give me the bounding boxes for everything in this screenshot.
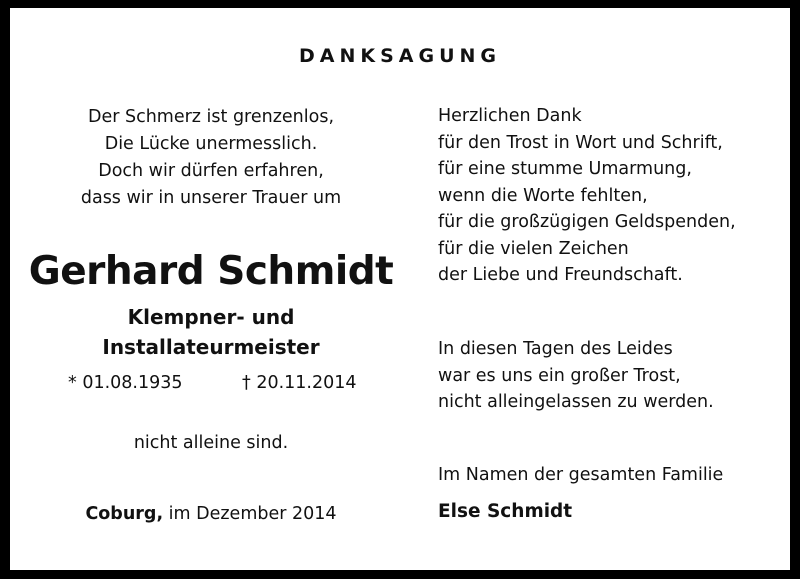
profession-line: Installateurmeister [102,335,320,359]
profession [10,302,412,362]
thanks-line: für die großzügigen Geldspenden, [438,212,736,232]
thanks-line: für den Trost in Wort und Schrift, [438,132,723,153]
thanks-block [438,103,783,289]
poem-line: Die Lücke unermesslich. [104,134,318,154]
thanks-line: wenn die Worte fehlten, [438,185,648,206]
comfort-line: war es uns ein großer Trost, [438,365,681,386]
signer-name: Else Schmidt [438,501,573,522]
place-date [10,501,412,527]
poem-line: dass wir in unserer Trauer um [80,188,342,208]
closing-line: nicht alleine sind. [133,433,289,453]
poem-line: Doch wir dürfen erfahren, [98,161,324,181]
death-date: † 20.11.2014 [242,373,357,393]
thanks-line: für eine stumme Umarmung, [438,159,692,179]
heading: DANKSAGUNG [298,45,501,67]
place-city: Coburg, [85,504,164,524]
thanks-line: für die vielen Zeichen [438,238,629,259]
birth-date: * 01.08.1935 [68,373,183,393]
place-month: im Dezember 2014 [163,504,337,524]
thanks-line: der Liebe und Freundschaft. [438,265,683,285]
family-line: Im Namen der gesamten Familie [438,465,724,485]
profession-line: Klempner- und [127,305,295,329]
poem-line: Der Schmerz ist grenzenlos, [87,107,335,127]
comfort-block [438,336,783,416]
obituary-card [10,8,790,570]
deceased-name: Gerhard Schmidt [28,249,394,294]
thanks-line: Herzlichen Dank [438,106,582,126]
poem [10,104,412,212]
comfort-line: nicht alleingelassen zu werden. [438,392,714,412]
comfort-line: In diesen Tagen des Leides [438,339,673,359]
